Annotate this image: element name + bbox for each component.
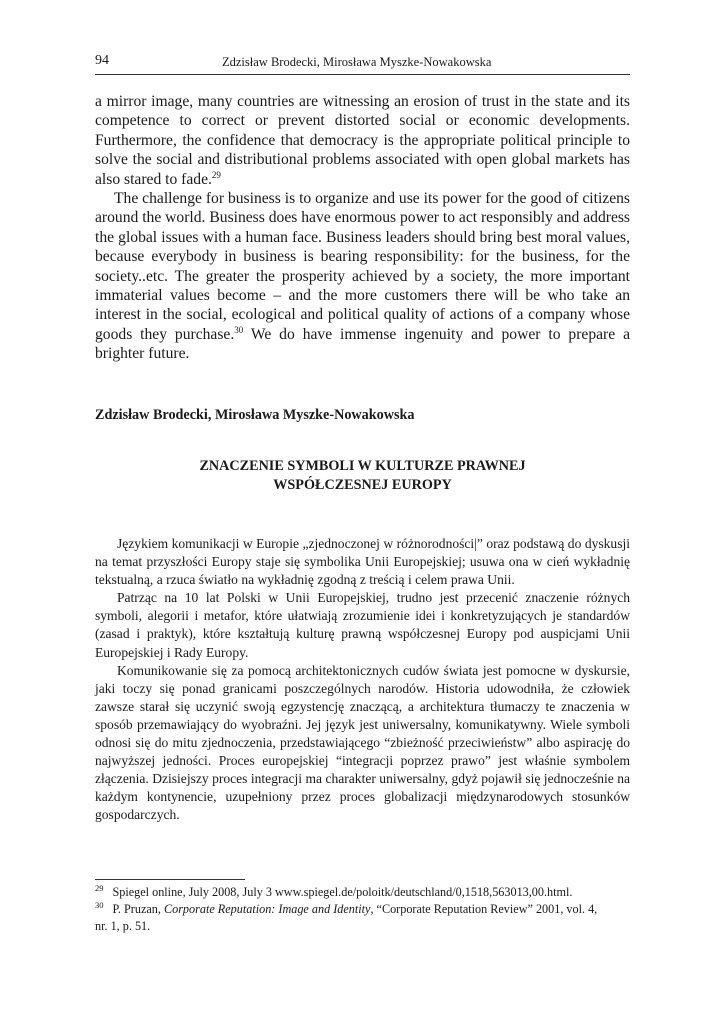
footnote-book-title: Corporate Reputation: Image and Identity <box>163 902 371 916</box>
footnote-29 <box>95 884 630 901</box>
paragraph-1: Językiem komunikacji w Europie „zjednoczonej w różnorodności|” oraz podstawą do dyskusji na temat przyszłości Europy staje się symbolika Unii Europejskiej; usuwa ona w cień wykładnię tekstualną, a rzuca światło na wykładnię zgodną z treścią i celem prawa Unii. <box>95 536 630 588</box>
footnote-text: P. Pruzan, <box>112 902 164 916</box>
paragraph-text-tail: We do have immense ingenuity and power to prepare a brighter future. <box>95 325 630 363</box>
paragraph-continued <box>95 92 630 189</box>
polish-body-text <box>95 535 630 825</box>
running-head: Zdzisław Brodecki, Mirosława Myszke-Nowakowska <box>222 55 492 69</box>
footnote-number: 29 <box>95 883 104 893</box>
footnote-number: 30 <box>95 900 104 910</box>
page <box>95 0 630 1024</box>
paragraph-2: Patrząc na 10 lat Polski w Unii Europejskiej, trudno jest przecenić znaczenie różnych symboli, alegorii i metafor, które ułatwiają zrozumienie idei i konkretyzujących je standardów (zasad i praktyk), które kształtują kulturę prawną współczesnej Europy pod auspicjami Unii Europejskiej i Rady Europy. <box>95 590 630 660</box>
english-body-text <box>95 92 630 364</box>
page-header <box>95 52 630 75</box>
paragraph-business-challenge <box>95 189 630 364</box>
footnote-text-after: , “Corporate Reputation Review” 2001, vol. 4, <box>370 902 598 916</box>
paragraph-text: The challenge for business is to organize and use its power for the good of citizens around the world. Business does have enormous power to act responsibly and address the global issues with a human face. Business leaders should bring best moral values, because everybody in business is bearing responsibility: for the business, for the society..etc. The greater the prosperity achieved by a society, the more important immaterial values become – and the more customers there will be who take an interest in the social, ecological and political quality of actions of a company whose goods they purchase. <box>95 190 630 343</box>
page-number: 94 <box>95 53 109 68</box>
footnotes <box>95 884 630 935</box>
footnote-ref-30: 30 <box>234 324 244 335</box>
footnote-divider <box>95 879 245 880</box>
footnote-ref-29: 29 <box>211 169 221 180</box>
article-authors: Zdzisław Brodecki, Mirosława Myszke-Nowakowska <box>95 407 415 423</box>
footnote-30 <box>95 901 630 918</box>
article-title-line-1: ZNACZENIE SYMBOLI W KULTURZE PRAWNEJ <box>199 458 526 474</box>
article-title <box>95 457 630 495</box>
article-title-line-2: WSPÓŁCZESNEJ EUROPY <box>273 477 452 493</box>
paragraph-3: Komunikowanie się za pomocą architektonicznych cudów świata jest pomocne w dyskursie, jaki toczy się ponad granicami poszczególnych narodów. Historia udowodniła, że człowiek zawsze starał się uczynić swoją egzystencję znaczącą, a architektura tłumaczy te znaczenia w sposób przemawiający do wyobraźni. Jej język jest uniwersalny, komunikatywny. Wiele symboli odnosi się do mitu zjednoczenia, przedstawiającego “zbieżność przeciwieństw” albo aspirację do najwyższej jedności. Proces europejskiej “integracji poprzez prawo” jest właśnie symbolem złączenia. Dzisiejszy proces integracji ma charakter uniwersalny, gdyż pojawił się jednocześnie na każdym kontynencie, uzupełniony przez proces globalizacji międzynarodowych stosunków gospodarczych. <box>95 662 630 823</box>
paragraph-text: a mirror image, many countries are witnessing an erosion of trust in the state and its competence to correct or prevent distorted social or economic developments. Furthermore, the confidence that democracy is the appropriate political principle to solve the social and distributional problems associated with open global markets has also stared to fade. <box>95 93 630 188</box>
footnote-30-continued: nr. 1, p. 51. <box>95 919 151 933</box>
footnote-text: Spiegel online, July 2008, July 3 www.spiegel.de/poloitk/deutschland/0,1518,563013,00.html. <box>112 885 573 899</box>
